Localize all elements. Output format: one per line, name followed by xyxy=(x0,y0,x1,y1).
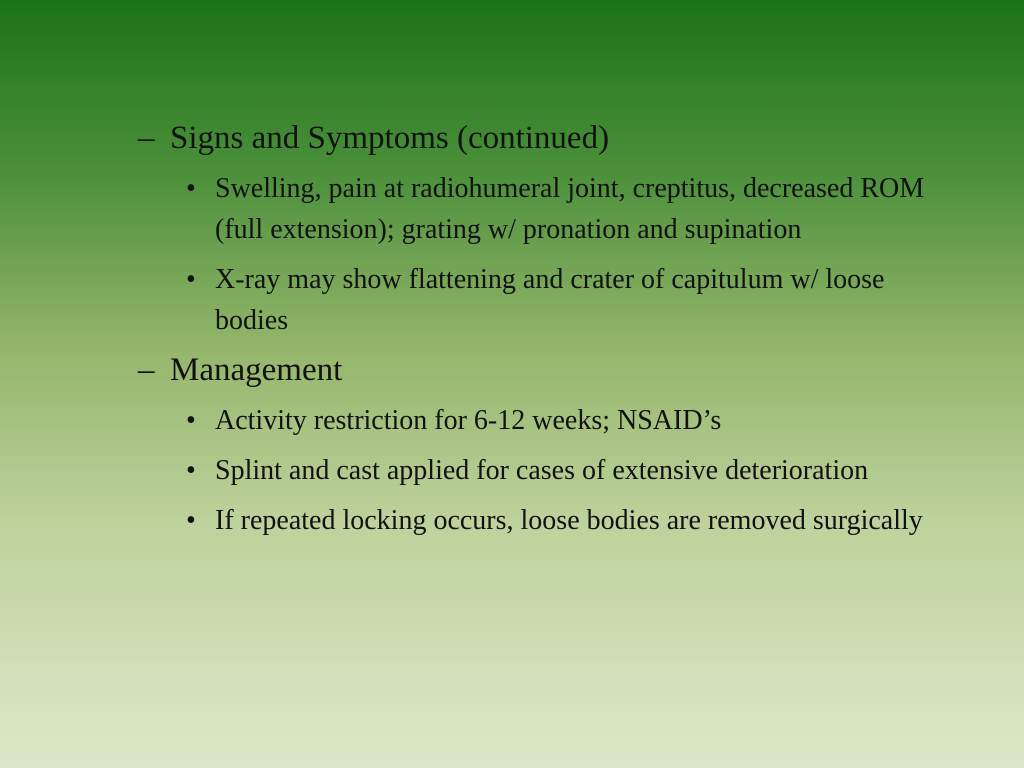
bullet-text: Activity restriction for 6-12 weeks; NSAID’s xyxy=(215,405,722,436)
list-item xyxy=(186,168,958,250)
bullet-text: Swelling, pain at radiohumeral joint, creptitus, decreased ROM (full extension); grating w/ pronation and supination xyxy=(215,173,925,245)
section-signs-symptoms xyxy=(138,118,958,158)
list-item xyxy=(186,259,958,341)
bullet-text: If repeated locking occurs, loose bodies are removed surgically xyxy=(215,505,923,536)
list-item xyxy=(186,400,958,441)
bullet-marker: • xyxy=(186,264,196,295)
section-heading: Management xyxy=(170,352,343,388)
signs-symptoms-list xyxy=(186,168,958,341)
bullet-text: Splint and cast applied for cases of extensive deterioration xyxy=(215,455,869,486)
management-list xyxy=(186,400,958,541)
list-item xyxy=(186,450,958,491)
bullet-marker: • xyxy=(186,505,196,536)
bullet-marker: • xyxy=(186,173,196,204)
list-item xyxy=(186,500,958,541)
slide-content xyxy=(138,118,958,550)
bullet-text: X-ray may show flattening and crater of capitulum w/ loose bodies xyxy=(215,264,885,336)
dash-marker: – xyxy=(138,120,155,156)
section-management xyxy=(138,350,958,390)
section-heading: Signs and Symptoms (continued) xyxy=(170,120,610,156)
bullet-marker: • xyxy=(186,455,196,486)
dash-marker: – xyxy=(138,352,155,388)
bullet-marker: • xyxy=(186,405,196,436)
